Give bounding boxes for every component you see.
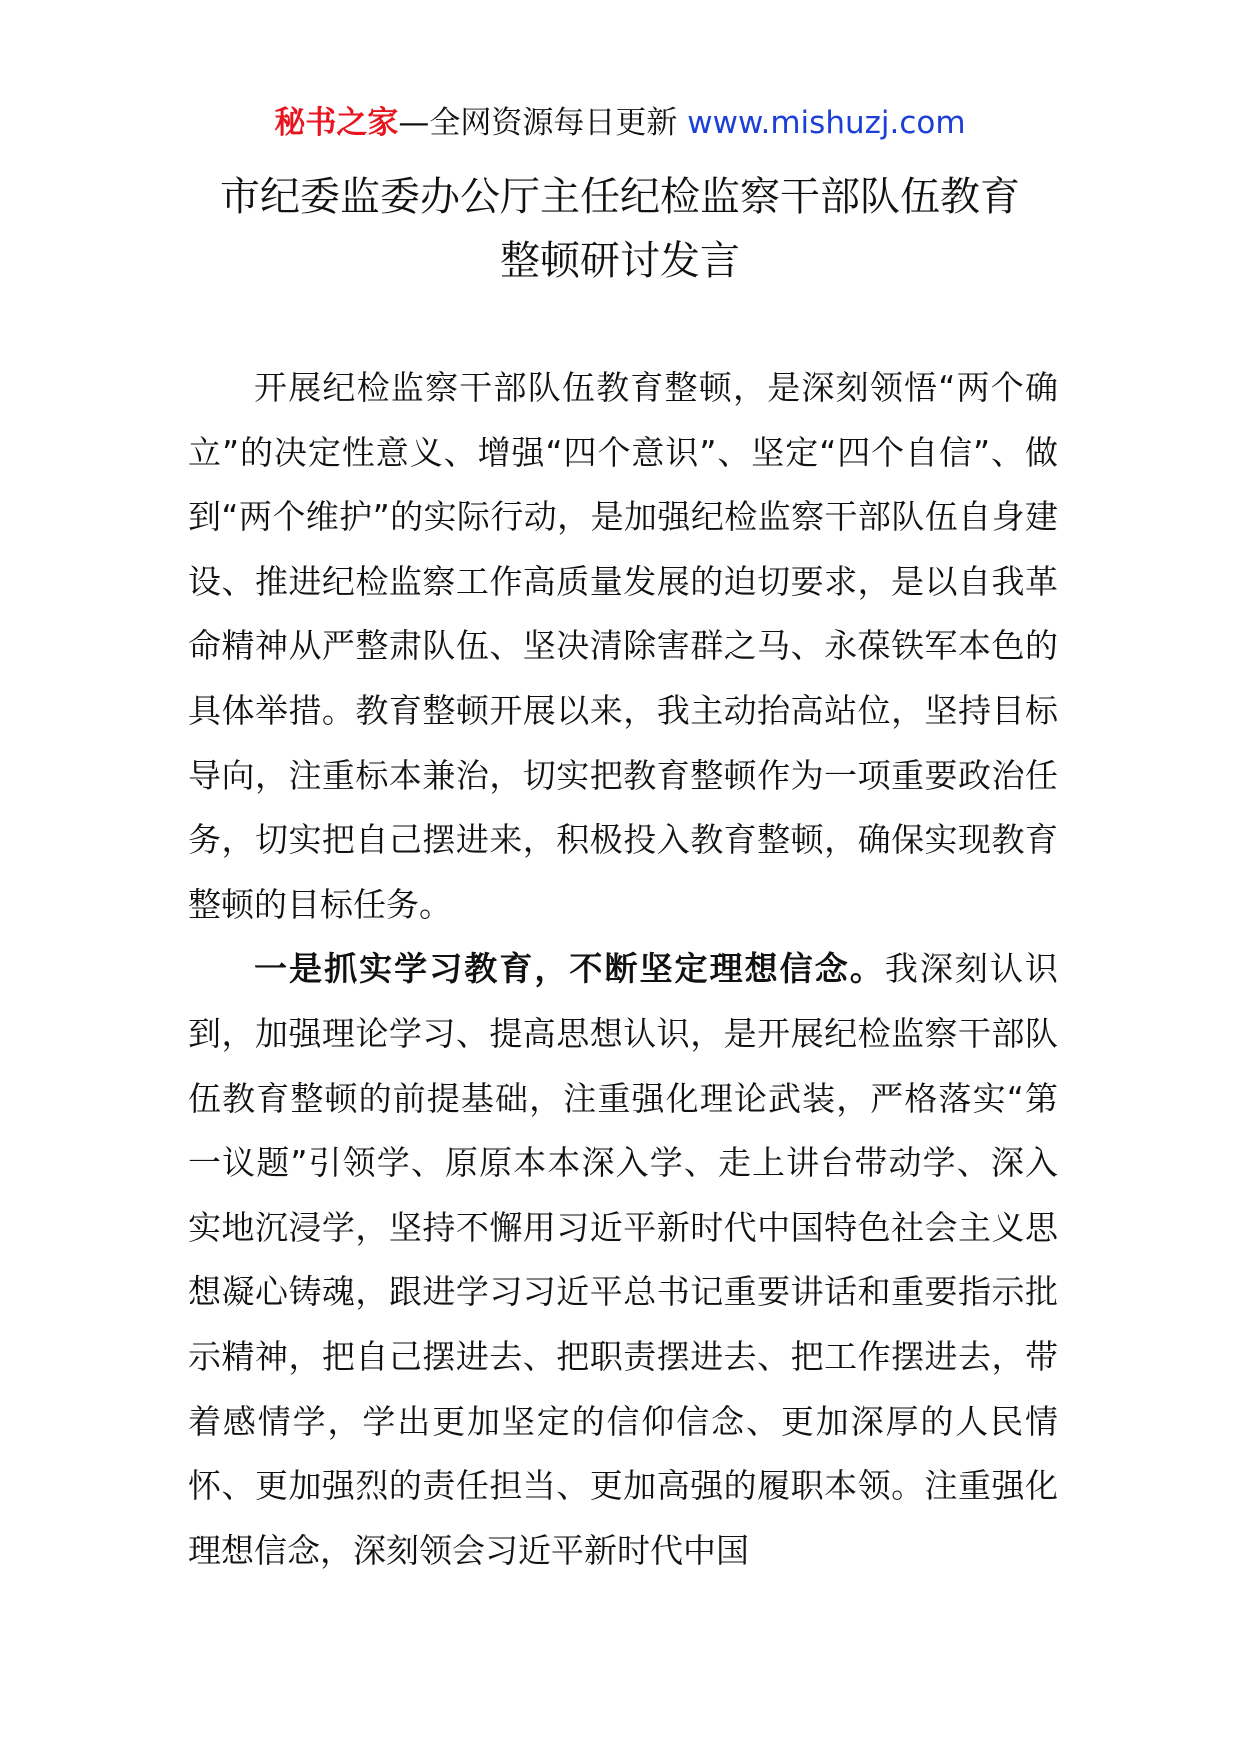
paragraph-intro: 开展纪检监察干部队伍教育整顿，是深刻领悟“两个确立”的决定性意义、增强“四个意识”、坚定“四个自信”、做到“两个维护”的实际行动，是加强纪检监察干部队伍自身建设、推进纪检监察工作高质量发展的迫切要求，是以自我革命精神从严整肃队伍、坚决清除害群之马、永葆铁军本色的具体举措。教育整顿开展以来，我主动抬高站位，坚持目标导向，注重标本兼治，切实把教育整顿作为一项重要政治任务，切实把自己摆进来，积极投入教育整顿，确保实现教育整顿的目标任务。 xyxy=(188,368,1058,924)
paragraph-point-one xyxy=(188,937,1058,1583)
header-slogan: —全网资源每日更新 xyxy=(398,105,688,141)
point-one-heading: 一是抓实学习教育，不断坚定理想信念。 xyxy=(254,949,885,989)
title-line-2: 整顿研讨发言 xyxy=(500,238,740,284)
brand-name: 秘书之家 xyxy=(274,105,399,141)
point-one-text: 我深刻认识到，加强理论学习、提高思想认识，是开展纪检监察干部队伍教育整顿的前提基础，注重强化理论武装，严格落实“第一议题”引领学、原原本本深入学、走上讲台带动学、深入实地沉浸学，坚持不懈用习近平新时代中国特色社会主义思想凝心铸魂，跟进学习习近平总书记重要讲话和重要指示批示精神，把自己摆进去、把职责摆进去、把工作摆进去，带着感情学，学出更加坚定的信仰信念、更加深厚的人民情怀、更加强烈的责任担当、更加高强的履职本领。注重强化理想信念，深刻领会习近平新时代中国 xyxy=(188,949,1059,1570)
title-line-1: 市纪委监委办公厅主任纪检监察干部队伍教育 xyxy=(220,174,1020,220)
site-url-link[interactable]: www.mishuzj.com xyxy=(687,105,966,141)
document-title xyxy=(150,165,1090,293)
document-body xyxy=(188,356,1058,1583)
site-header xyxy=(0,100,1240,146)
